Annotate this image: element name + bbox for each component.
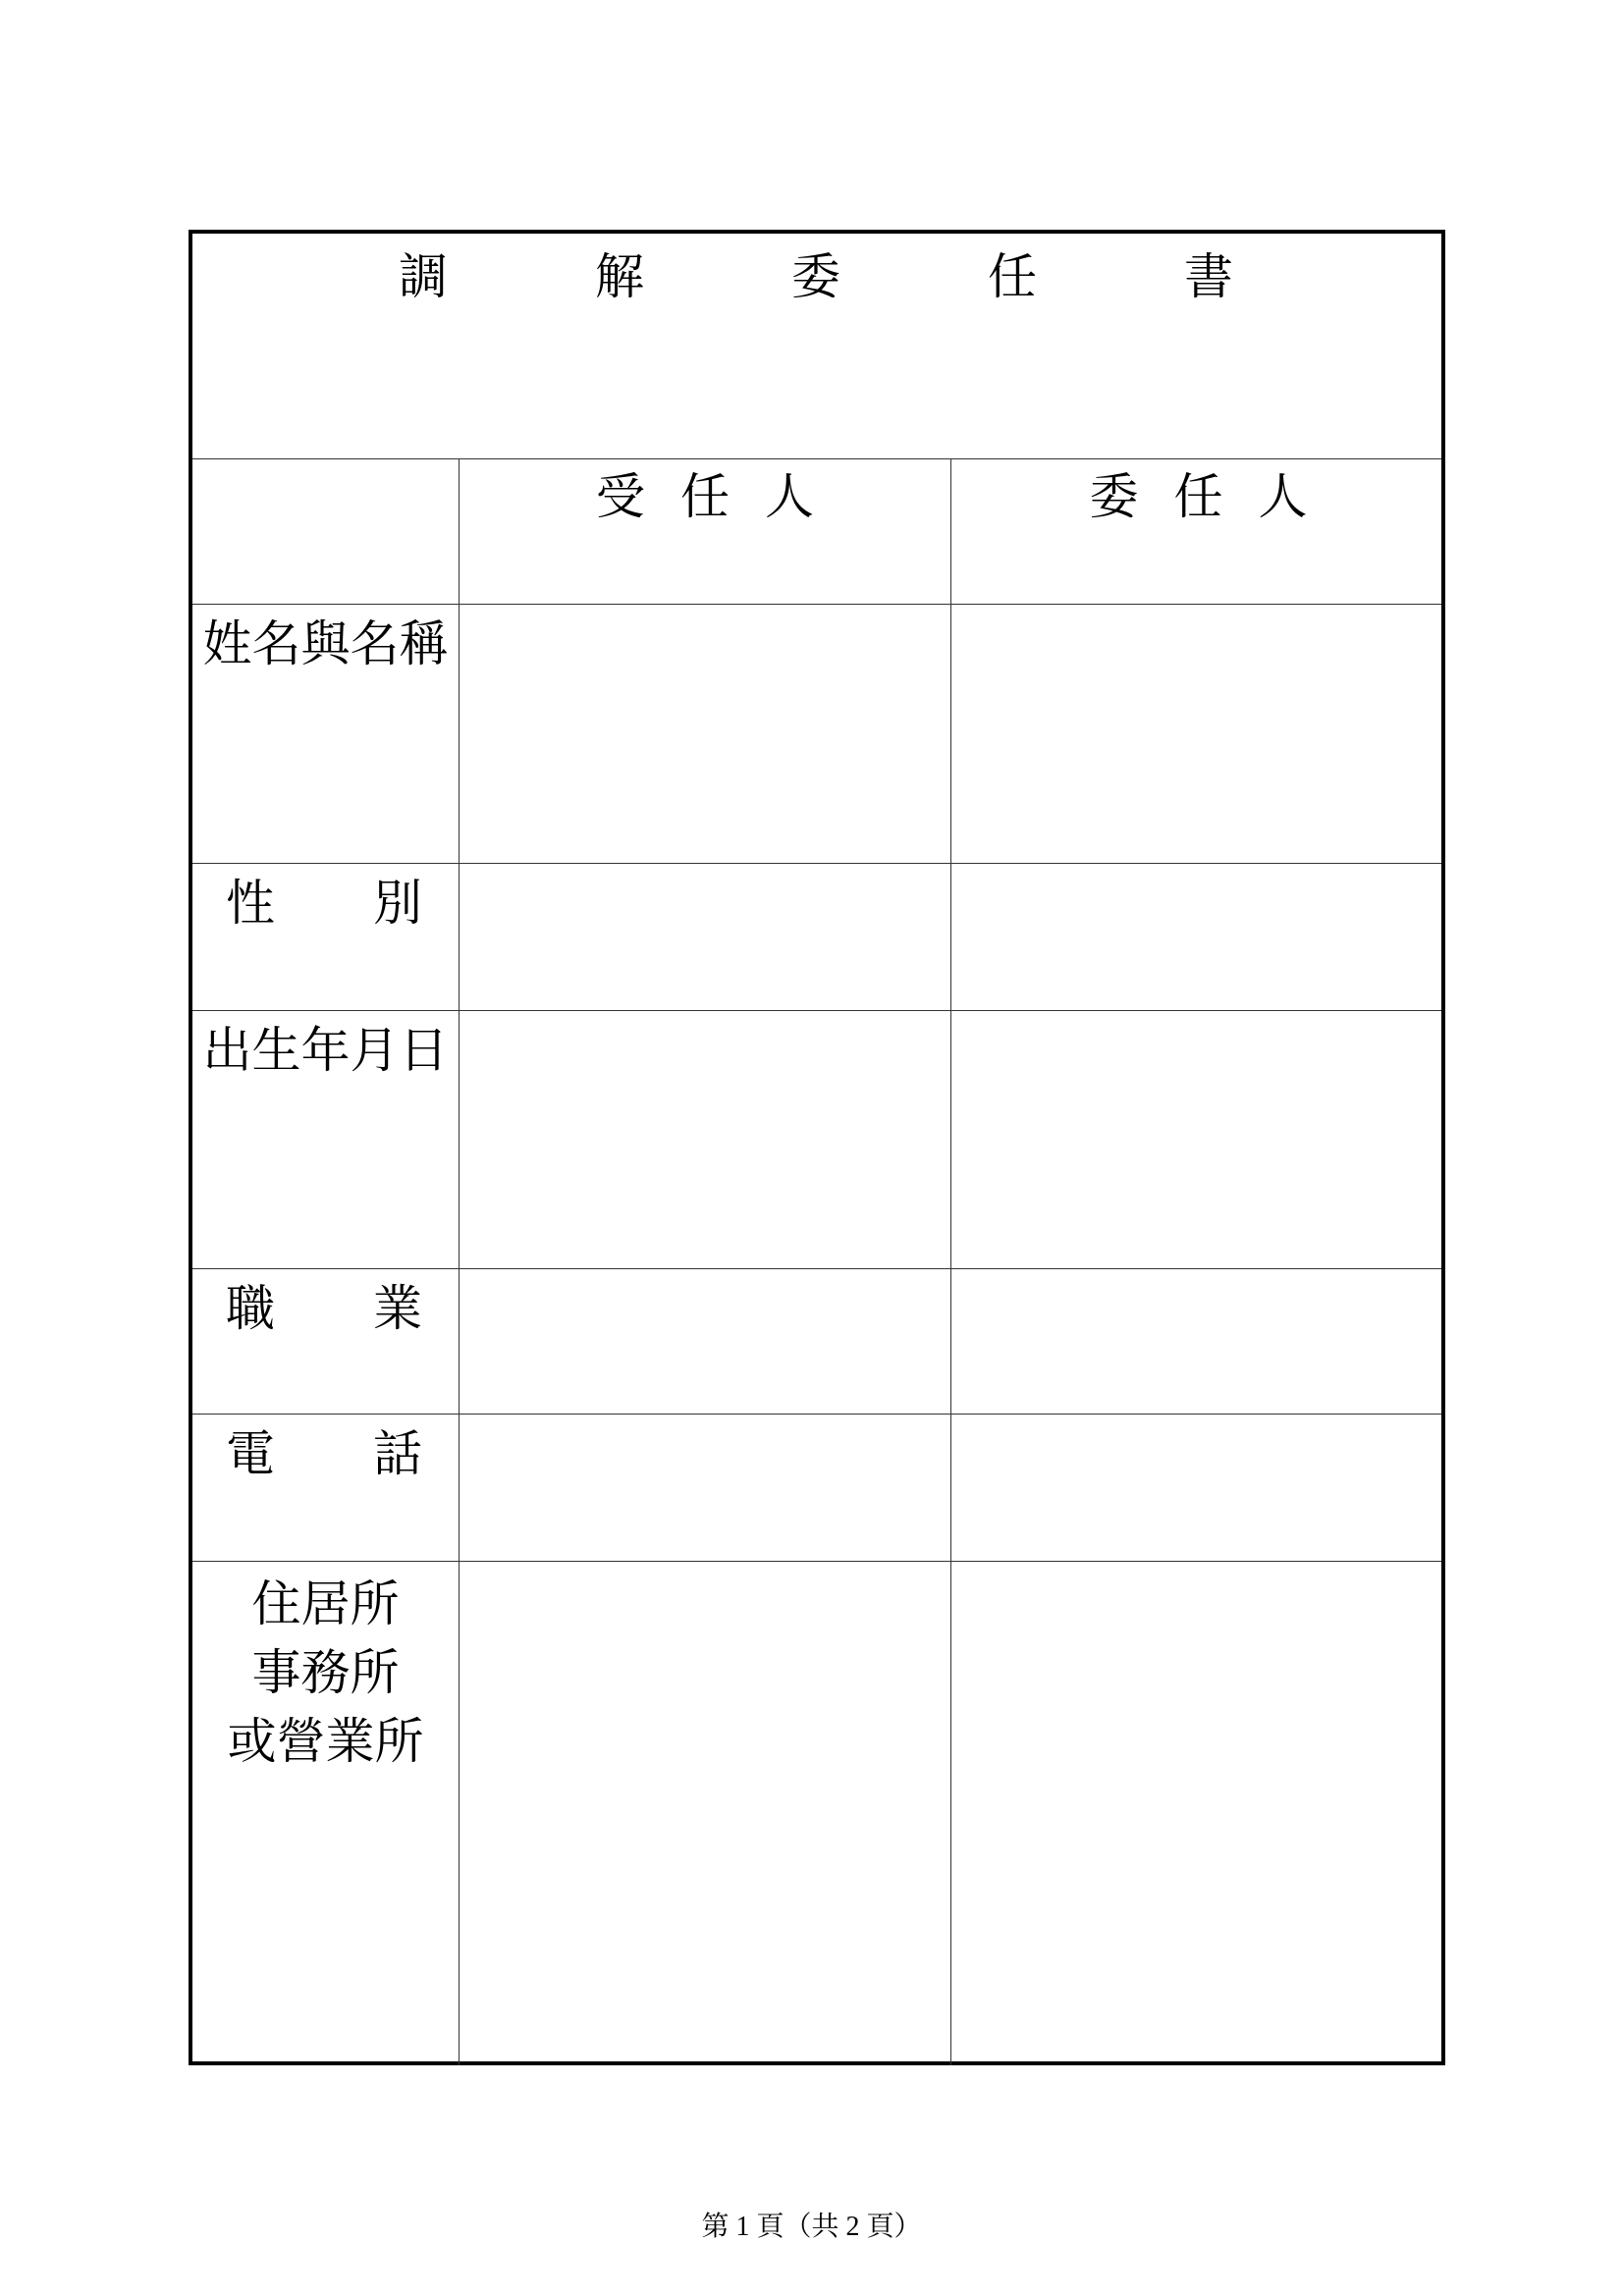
address-label-line-3: 或營業所 [227, 1713, 424, 1770]
address-label-line-1: 住居所 [251, 1575, 400, 1632]
occupation-row [192, 1268, 1441, 1414]
mediation-mandate-form [189, 230, 1445, 2065]
address-row [192, 1561, 1441, 2065]
title-char-3: 委 [791, 248, 840, 305]
trustee-birthdate-field[interactable] [459, 1011, 950, 1268]
occupation-label-cell [192, 1269, 459, 1414]
title-char-4: 任 [988, 248, 1037, 305]
title-char-5: 書 [1184, 248, 1233, 305]
principal-header-cell [950, 459, 1445, 604]
name-row [192, 604, 1441, 863]
trustee-header-cell [459, 459, 950, 604]
occupation-label: 職業 [226, 1280, 422, 1337]
principal-birthdate-field[interactable] [950, 1011, 1445, 1268]
name-label-cell [192, 605, 459, 863]
principal-name-field[interactable] [950, 605, 1445, 863]
page-footer: 第 1 頁（共 2 頁） [701, 2212, 922, 2242]
address-label [192, 1570, 459, 1776]
gender-label-cell [192, 864, 459, 1010]
title-row [192, 234, 1441, 458]
phone-label-cell [192, 1415, 459, 1561]
trustee-name-field[interactable] [459, 605, 950, 863]
trustee-occupation-field[interactable] [459, 1269, 950, 1414]
title-char-2: 解 [595, 248, 644, 305]
trustee-address-field[interactable] [459, 1562, 950, 2065]
principal-occupation-field[interactable] [950, 1269, 1445, 1414]
birthdate-row [192, 1010, 1441, 1268]
address-label-line-2: 事務所 [251, 1644, 400, 1701]
address-label-cell [192, 1562, 459, 2065]
name-label: 姓名與名稱 [202, 615, 449, 672]
form-title [192, 247, 1441, 306]
principal-gender-field[interactable] [950, 864, 1445, 1010]
title-char-1: 調 [399, 248, 448, 305]
gender-row [192, 863, 1441, 1010]
phone-label: 電話 [226, 1425, 422, 1482]
trustee-gender-field[interactable] [459, 864, 950, 1010]
birthdate-label-cell [192, 1011, 459, 1268]
principal-header: 委任人 [1089, 468, 1343, 525]
trustee-header: 受任人 [596, 468, 849, 525]
phone-row [192, 1414, 1441, 1561]
birthdate-label: 出生年月日 [202, 1022, 449, 1079]
gender-label: 性別 [226, 875, 422, 932]
trustee-phone-field[interactable] [459, 1415, 950, 1561]
principal-address-field[interactable] [950, 1562, 1445, 2065]
column-header-row [192, 458, 1441, 604]
header-blank-cell [192, 459, 459, 604]
principal-phone-field[interactable] [950, 1415, 1445, 1561]
